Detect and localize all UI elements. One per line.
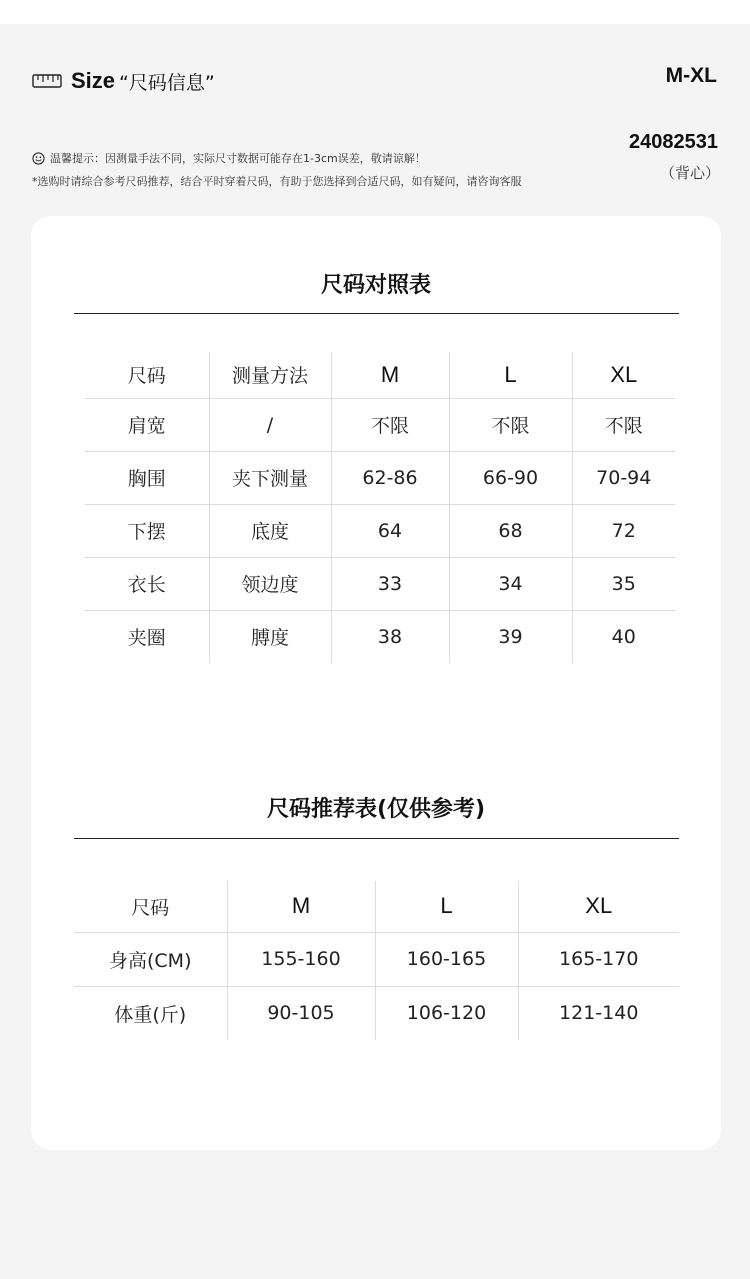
tip-line-1 — [32, 150, 426, 166]
recommend-chart-title: 尺码推荐表(仅供参考) — [266, 797, 486, 822]
size-card — [31, 216, 721, 1150]
table-cell: 40 — [611, 625, 636, 648]
table-cell: 39 — [449, 610, 572, 663]
table-cell: 35 — [572, 557, 675, 610]
table-row — [85, 451, 675, 504]
header-cell: M — [227, 881, 375, 932]
table-cell: 肩宽 — [85, 398, 209, 451]
header-cell: 尺码 — [85, 352, 209, 398]
table-cell: 70-94 — [572, 451, 675, 504]
table-cell: 64 — [331, 504, 449, 557]
top-strip — [0, 0, 750, 24]
table-cell: 33 — [331, 557, 449, 610]
table-cell: 底度 — [209, 504, 331, 557]
table-cell: 38 — [331, 610, 449, 663]
table-cell: 体重(斤) — [74, 986, 227, 1040]
header-cell: M — [331, 352, 449, 398]
table-row — [85, 398, 675, 451]
header-cell: XL — [572, 352, 675, 398]
table-cell: 34 — [449, 557, 572, 610]
size-info-title — [32, 66, 215, 96]
table-cell: 160-165 — [375, 932, 518, 986]
table-cell: 165-170 — [518, 932, 679, 986]
size-label: Size — [71, 68, 116, 93]
table-cell: 155-160 — [227, 932, 375, 986]
recommend-chart-rule — [74, 838, 679, 839]
tip-line-2: *选购时请综合参考尺码推荐，结合平时穿着尺码，有助于您选择到合适尺码，如有疑问，请咨询客服 — [32, 175, 522, 188]
table-cell: 90-105 — [227, 986, 375, 1040]
table-cell: 衣长 — [85, 557, 209, 610]
smile-icon — [32, 152, 45, 165]
table-cell: 不限 — [449, 398, 572, 451]
size-chart-table — [85, 352, 675, 663]
size-chart-rule — [74, 313, 679, 314]
ruler-icon — [32, 74, 62, 88]
table-cell: 膊度 — [209, 610, 331, 663]
product-code: 24082531 — [629, 131, 718, 153]
table-cell: / — [209, 398, 331, 451]
table-row — [85, 504, 675, 557]
table-row — [74, 986, 679, 1040]
table-row — [85, 557, 675, 610]
table-cell: 夹下测量 — [209, 451, 331, 504]
table-cell: 不限 — [572, 398, 675, 451]
tip-text-1: 温馨提示：因测量手法不同，实际尺寸数据可能存在1-3cm误差，敬请谅解！ — [50, 152, 426, 165]
header-cell: L — [375, 881, 518, 932]
recommend-chart-table — [74, 881, 679, 1040]
table-header-row — [85, 352, 675, 398]
table-cell: 72 — [572, 504, 675, 557]
table-cell: 不限 — [331, 398, 449, 451]
table-header-row — [74, 881, 679, 932]
product-type: （背心） — [659, 164, 720, 182]
table-cell: 68 — [449, 504, 572, 557]
size-subtitle: “尺码信息” — [119, 71, 215, 94]
table-cell: 身高(CM) — [74, 932, 227, 986]
size-chart-title: 尺码对照表 — [320, 273, 431, 298]
table-cell: 106-120 — [375, 986, 518, 1040]
table-cell: 121-140 — [559, 1002, 639, 1025]
header-cell: 尺码 — [74, 881, 227, 932]
table-row — [85, 610, 675, 663]
table-row — [74, 932, 679, 986]
header-cell: L — [449, 352, 572, 398]
table-cell: 领边度 — [209, 557, 331, 610]
header-cell: 测量方法 — [209, 352, 331, 398]
table-cell: 胸围 — [85, 451, 209, 504]
table-cell: 下摆 — [85, 504, 209, 557]
table-cell: 62-86 — [331, 451, 449, 504]
table-cell: 夹圈 — [85, 610, 209, 663]
size-range: M-XL — [665, 64, 717, 87]
table-cell: 66-90 — [449, 451, 572, 504]
header-cell: XL — [518, 881, 679, 932]
